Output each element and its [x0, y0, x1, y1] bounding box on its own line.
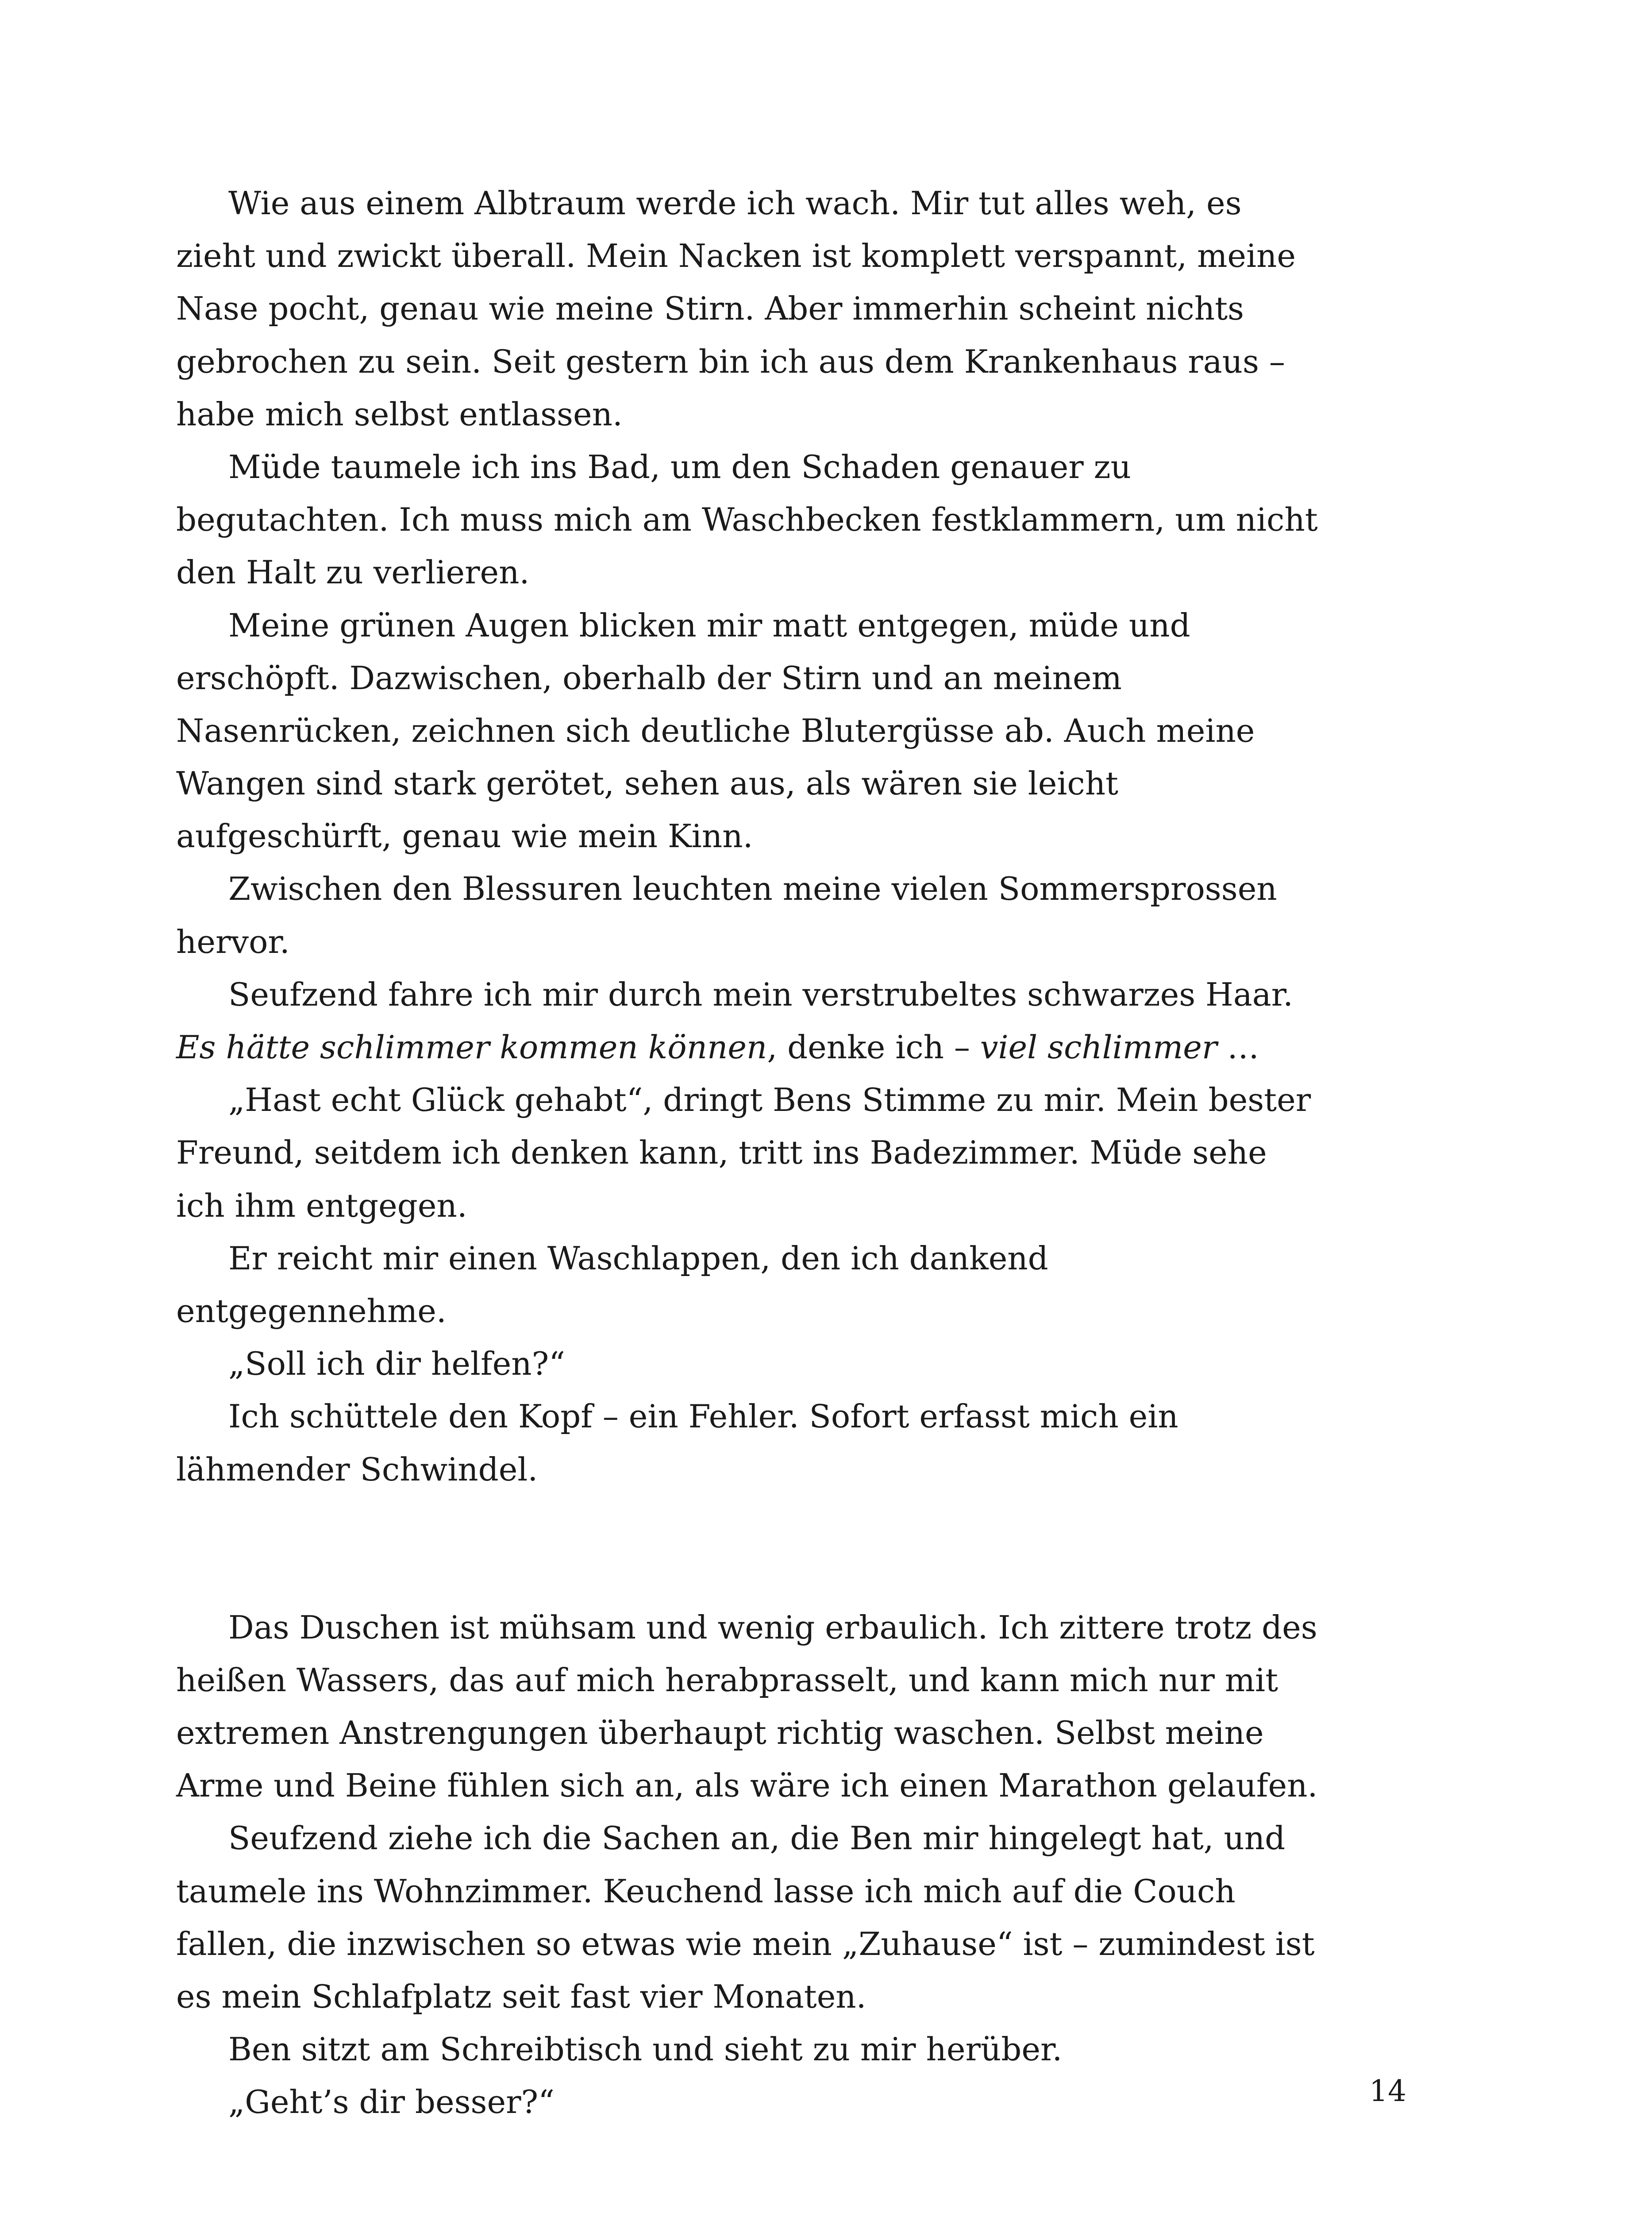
text-line: heißen Wassers, das auf mich herabprasselt, und kann mich nur mit	[176, 1661, 1278, 1699]
italic-text: Es hätte schlimmer kommen können	[176, 1029, 767, 1066]
paragraph	[176, 2023, 1406, 2076]
text-line: taumele ins Wohnzimmer. Keuchend lasse ich mich auf die Couch	[176, 1872, 1236, 1910]
text-line: „Hast echt Glück gehabt“, dringt Bens Stimme zu mir. Mein bester	[228, 1081, 1311, 1119]
text-line: es mein Schlafplatz seit fast vier Monaten.	[176, 1978, 866, 2015]
text-line: Wangen sind stark gerötet, sehen aus, als wären sie leicht	[176, 765, 1118, 802]
paragraph	[176, 968, 1406, 1074]
paragraph	[176, 1812, 1406, 2023]
text-line: habe mich selbst entlassen.	[176, 395, 623, 433]
text-line: Ben sitzt am Schreibtisch und sieht zu mir herüber.	[228, 2031, 1063, 2068]
text-fragment: , denke ich –	[767, 1029, 980, 1066]
text-line: den Halt zu verlieren.	[176, 554, 530, 591]
paragraph	[176, 1074, 1406, 1232]
paragraph	[176, 441, 1406, 599]
text-line: Nasenrücken, zeichnen sich deutliche Blutergüsse ab. Auch meine	[176, 712, 1255, 749]
text-line: Müde taumele ich ins Bad, um den Schaden genauer zu	[228, 448, 1131, 486]
text-line: Seufzend ziehe ich die Sachen an, die Ben mir hingelegt hat, und	[228, 1820, 1286, 1857]
paragraph	[176, 599, 1406, 863]
paragraph	[176, 1232, 1406, 1338]
text-line: Nase pocht, genau wie meine Stirn. Aber immerhin scheint nichts	[176, 290, 1244, 328]
paragraph	[176, 1601, 1406, 1812]
paragraph	[176, 1390, 1406, 1496]
text-line-italic	[176, 1021, 1406, 1074]
text-line: entgegennehme.	[176, 1292, 447, 1330]
text-line: begutachten. Ich muss mich am Waschbecken festklammern, um nicht	[176, 501, 1318, 539]
page-number: 14	[1369, 2074, 1406, 2108]
italic-text: viel schlimmer	[980, 1029, 1217, 1066]
text-line: „Geht’s dir besser?“	[228, 2083, 555, 2121]
text-line: „Soll ich dir helfen?“	[228, 1345, 565, 1383]
text-line: zieht und zwickt überall. Mein Nacken ist komplett verspannt, meine	[176, 237, 1296, 275]
text-line: Zwischen den Blessuren leuchten meine vielen Sommersprossen	[228, 870, 1277, 908]
text-line: hervor.	[176, 923, 290, 960]
text-line: Freund, seitdem ich denken kann, tritt ins Badezimmer. Müde sehe	[176, 1134, 1267, 1172]
text-line: gebrochen zu sein. Seit gestern bin ich aus dem Krankenhaus raus –	[176, 343, 1285, 380]
body-text	[176, 177, 1406, 2129]
text-line: lähmender Schwindel.	[176, 1450, 538, 1488]
text-line: erschöpft. Dazwischen, oberhalb der Stirn und an meinem	[176, 659, 1122, 697]
section-break	[176, 1496, 1406, 1601]
text-line: Das Duschen ist mühsam und wenig erbaulich. Ich zittere trotz des	[228, 1608, 1317, 1646]
text-fragment: …	[1217, 1029, 1259, 1066]
text-line: Seufzend fahre ich mir durch mein verstrubeltes schwarzes Haar.	[228, 975, 1294, 1013]
text-line: Arme und Beine fühlen sich an, als wäre ich einen Marathon gelaufen.	[176, 1767, 1318, 1804]
text-line: Er reicht mir einen Waschlappen, den ich dankend	[228, 1239, 1048, 1277]
paragraph	[176, 2076, 1406, 2128]
paragraph	[176, 177, 1406, 441]
text-line: ich ihm entgegen.	[176, 1187, 467, 1224]
text-line: Meine grünen Augen blicken mir matt entgegen, müde und	[228, 606, 1190, 644]
text-line: aufgeschürft, genau wie mein Kinn.	[176, 817, 753, 855]
text-line: Ich schüttele den Kopf – ein Fehler. Sofort erfasst mich ein	[228, 1398, 1178, 1435]
paragraph	[176, 1338, 1406, 1390]
text-line: Wie aus einem Albtraum werde ich wach. Mir tut alles weh, es	[228, 185, 1242, 222]
text-line: extremen Anstrengungen überhaupt richtig waschen. Selbst meine	[176, 1714, 1264, 1752]
text-line: fallen, die inzwischen so etwas wie mein „Zuhause“ ist – zumindest ist	[176, 1925, 1315, 1962]
paragraph	[176, 863, 1406, 968]
